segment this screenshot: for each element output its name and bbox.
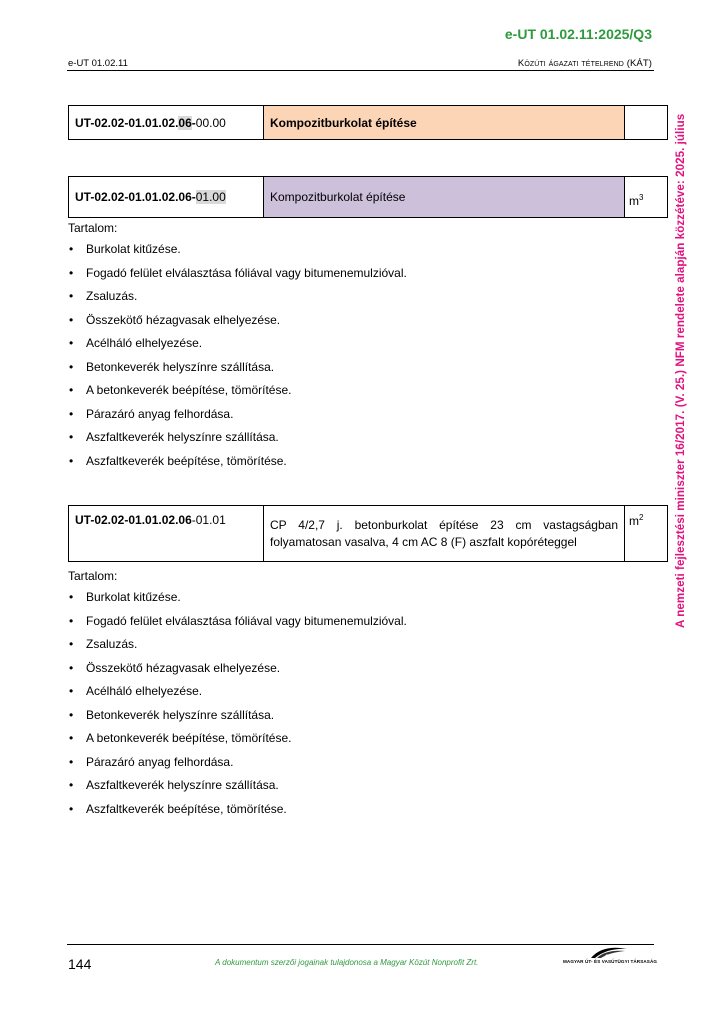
footer-rule bbox=[67, 944, 654, 945]
unit-base: m bbox=[629, 514, 639, 528]
list-item-text: Zsaluzás. bbox=[86, 637, 138, 651]
list-item-text: A betonkeverék beépítése, tömörítése. bbox=[86, 383, 292, 397]
bullet-icon: • bbox=[69, 383, 74, 397]
list-item bbox=[68, 801, 648, 825]
bullet-icon: • bbox=[69, 406, 74, 421]
unit-exponent: 3 bbox=[639, 193, 644, 202]
list-item-text: Párazáró anyag felhordása. bbox=[86, 754, 234, 769]
item-title bbox=[264, 106, 625, 140]
item-code bbox=[69, 106, 264, 140]
list-item-text: Fogadó felület elválasztása fóliával vagy bitumenemulzióval. bbox=[86, 613, 407, 628]
bullet-icon: • bbox=[69, 242, 74, 256]
bullet-icon: • bbox=[69, 707, 74, 722]
bullet-icon: • bbox=[69, 265, 74, 280]
list-item bbox=[68, 241, 648, 265]
item-title-text: Kompozitburkolat építése bbox=[270, 115, 417, 130]
road-society-logo-icon bbox=[589, 946, 629, 960]
item-code bbox=[69, 177, 264, 218]
list-item bbox=[68, 660, 648, 684]
bullet-icon: • bbox=[69, 637, 74, 651]
list-item-text: Összekötő hézagvasak elhelyezése. bbox=[86, 660, 281, 675]
list-item-text: Acélháló elhelyezése. bbox=[86, 336, 203, 350]
list-item bbox=[68, 429, 648, 453]
content-section-2 bbox=[68, 569, 648, 824]
bullet-icon: • bbox=[69, 754, 74, 769]
list-item bbox=[68, 359, 648, 383]
page-number: 144 bbox=[68, 956, 92, 972]
list-item bbox=[68, 288, 648, 312]
list-item bbox=[68, 730, 648, 754]
bullet-icon: • bbox=[69, 430, 74, 444]
code-suffix: -01.01 bbox=[191, 513, 226, 527]
item-title: Kompozitburkolat építése bbox=[264, 177, 625, 218]
bullet-icon: • bbox=[69, 289, 74, 303]
item-code bbox=[69, 506, 264, 562]
list-item-text: Fogadó felület elválasztása fóliával vagy bitumenemulzióval. bbox=[86, 265, 407, 280]
list-item-text: Acélháló elhelyezése. bbox=[86, 684, 203, 698]
list-item bbox=[68, 406, 648, 430]
header-left: e-UT 01.02.11 bbox=[68, 58, 128, 69]
bullet-icon: • bbox=[69, 801, 74, 816]
logo-text: MAGYAR ÚT- ÉS VASÚTÜGYI TÁRSASÁG bbox=[563, 959, 658, 964]
content-label: Tartalom: bbox=[68, 221, 118, 235]
list-item-text: A betonkeverék beépítése, tömörítése. bbox=[86, 731, 292, 745]
item-table-1 bbox=[68, 105, 668, 140]
list-item bbox=[68, 636, 648, 660]
code-separator: - bbox=[191, 115, 196, 130]
list-item-text: Aszfaltkeverék helyszínre szállítása. bbox=[86, 778, 279, 792]
code-prefix: UT-02.02-01.01.02.06 bbox=[75, 513, 192, 527]
content-list bbox=[68, 241, 648, 476]
list-item-text: Párazáró anyag felhordása. bbox=[86, 406, 234, 421]
item-table-2 bbox=[68, 176, 668, 218]
list-item bbox=[68, 589, 648, 613]
list-item bbox=[68, 707, 648, 731]
content-label: Tartalom: bbox=[68, 569, 118, 583]
item-unit bbox=[625, 177, 668, 218]
item-unit bbox=[625, 106, 668, 140]
copyright-note: A dokumentum szerzői jogainak tulajdonosa a Magyar Közút Nonprofit Zrt. bbox=[215, 958, 479, 967]
bullet-icon: • bbox=[69, 778, 74, 792]
list-item-text: Betonkeverék helyszínre szállítása. bbox=[86, 359, 275, 374]
item-title: CP 4/2,7 j. betonburkolat építése 23 cm vastagságban folyamatosan vasalva, 4 cm AC 8 (F) aszfalt kopóréteggel bbox=[264, 506, 625, 562]
bullet-icon: • bbox=[69, 590, 74, 604]
list-item-text: Aszfaltkeverék beépítése, tömörítése. bbox=[86, 453, 287, 468]
unit-exponent: 2 bbox=[639, 513, 644, 522]
code-prefix: UT-02.02-01.01.02.06- bbox=[75, 190, 196, 204]
list-item bbox=[68, 382, 648, 406]
bullet-icon: • bbox=[69, 336, 74, 350]
list-item-text: Burkolat kitűzése. bbox=[86, 242, 181, 256]
bullet-icon: • bbox=[69, 359, 74, 374]
code-suffix: 01.00 bbox=[195, 190, 226, 204]
content-section-1 bbox=[68, 221, 648, 476]
code-highlight: 06 bbox=[178, 115, 192, 130]
header-rule bbox=[67, 70, 654, 71]
code-prefix: UT-02.02-01.01.02. bbox=[75, 115, 179, 130]
item-unit bbox=[625, 506, 668, 562]
list-item-text: Zsaluzás. bbox=[86, 289, 138, 303]
list-item bbox=[68, 265, 648, 289]
list-item-text: Aszfaltkeverék helyszínre szállítása. bbox=[86, 430, 279, 444]
unit-base: m bbox=[629, 194, 639, 208]
bullet-icon: • bbox=[69, 731, 74, 745]
bullet-icon: • bbox=[69, 453, 74, 468]
document-id: e-UT 01.02.11:2025/Q3 bbox=[504, 26, 652, 42]
list-item-text: Burkolat kitűzése. bbox=[86, 590, 181, 604]
item-table-3 bbox=[68, 505, 668, 562]
code-suffix: 00.00 bbox=[195, 115, 226, 130]
list-item bbox=[68, 754, 648, 778]
list-item bbox=[68, 335, 648, 359]
list-item-text: Összekötő hézagvasak elhelyezése. bbox=[86, 312, 281, 327]
header-right: Közúti ágazati tételrend (KÁT) bbox=[517, 58, 652, 69]
list-item bbox=[68, 777, 648, 801]
list-item-text: Betonkeverék helyszínre szállítása. bbox=[86, 707, 275, 722]
footer-logo bbox=[563, 946, 658, 968]
bullet-icon: • bbox=[69, 660, 74, 675]
list-item bbox=[68, 453, 648, 477]
side-publication-note: A nemzeti fejlesztési miniszter 16/2017. (V. 25.) NFM rendelete alapján közzétéve: 2025. július bbox=[674, 113, 687, 628]
bullet-icon: • bbox=[69, 312, 74, 327]
content-list bbox=[68, 589, 648, 824]
bullet-icon: • bbox=[69, 684, 74, 698]
list-item-text: Aszfaltkeverék beépítése, tömörítése. bbox=[86, 801, 287, 816]
list-item bbox=[68, 683, 648, 707]
list-item bbox=[68, 312, 648, 336]
list-item bbox=[68, 613, 648, 637]
bullet-icon: • bbox=[69, 613, 74, 628]
